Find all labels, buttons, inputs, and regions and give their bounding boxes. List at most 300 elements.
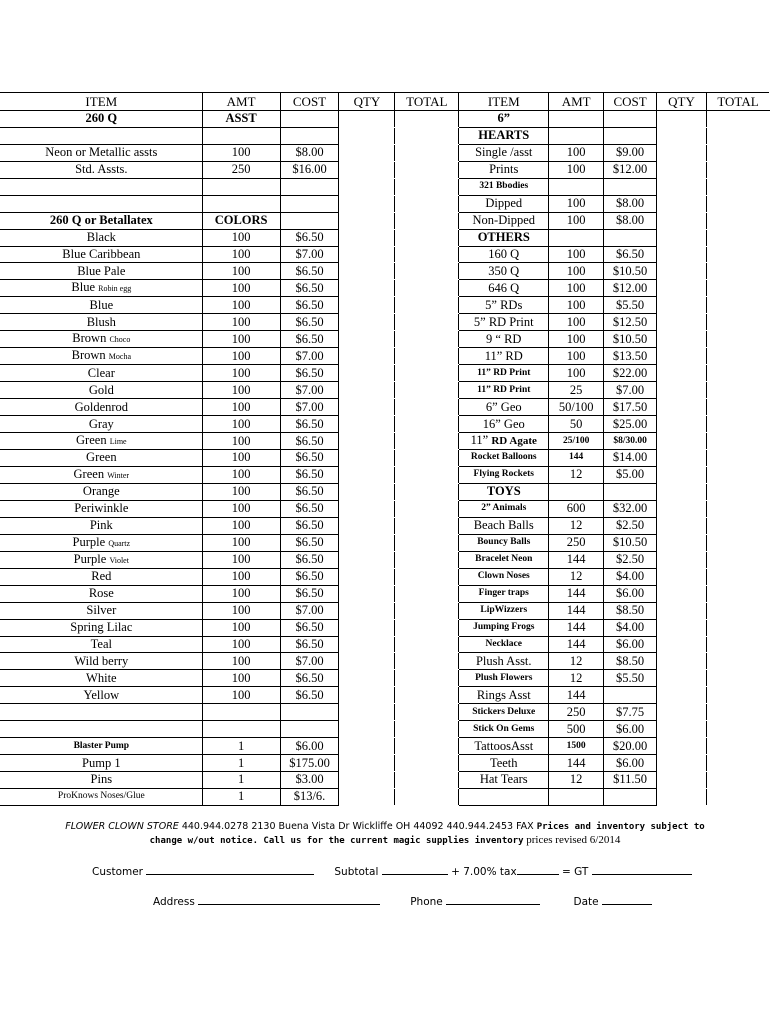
amt-cell: 100 <box>202 263 280 280</box>
amt-cell: 100 <box>202 144 280 161</box>
amt-cell: 100 <box>202 602 280 619</box>
cost-cell: $12.00 <box>604 280 657 297</box>
cost-cell: $6.50 <box>280 568 339 585</box>
cost-cell: $7.00 <box>280 602 339 619</box>
amt-cell: 250 <box>549 534 604 551</box>
amt-cell: ASST <box>202 111 280 128</box>
table-row <box>1 127 770 144</box>
tax-label: + 7.00% tax <box>451 866 517 878</box>
amt-cell: 12 <box>549 670 604 687</box>
qty-cell <box>657 263 707 280</box>
item-cell <box>1 704 203 721</box>
date-field[interactable] <box>602 894 652 905</box>
amt-cell: 100 <box>549 365 604 382</box>
column-header: ITEM <box>459 93 549 111</box>
item-cell: Necklace <box>459 636 549 653</box>
amt-cell: 12 <box>549 517 604 534</box>
amt-cell: 100 <box>202 483 280 500</box>
amt-cell: 100 <box>202 517 280 534</box>
qty-cell <box>657 670 707 687</box>
total-cell <box>395 229 459 246</box>
qty-cell <box>339 670 395 687</box>
item-cell: Spring Lilac <box>1 619 203 636</box>
amt-cell: 500 <box>549 721 604 738</box>
gt-label: = GT <box>562 866 589 878</box>
qty-cell <box>339 534 395 551</box>
column-header: TOTAL <box>395 93 459 111</box>
amt-cell: 100 <box>549 195 604 212</box>
item-cell: 16” Geo <box>459 416 549 433</box>
item-name-bold: RD Agate <box>491 435 537 447</box>
total-cell <box>707 314 770 331</box>
table-row <box>1 111 770 128</box>
total-cell <box>395 111 459 128</box>
table-row <box>1 788 770 805</box>
item-cell: Periwinkle <box>1 500 203 517</box>
qty-cell <box>339 331 395 348</box>
notice-b: change w/out notice. Call us for the current magic supplies inventory <box>149 836 524 846</box>
qty-cell <box>339 161 395 178</box>
qty-cell <box>657 280 707 297</box>
total-cell <box>395 670 459 687</box>
total-cell <box>395 246 459 263</box>
item-cell: 5” RD Print <box>459 314 549 331</box>
qty-cell <box>339 280 395 297</box>
table-row <box>1 636 770 653</box>
cost-cell: $6.50 <box>280 517 339 534</box>
total-cell <box>395 534 459 551</box>
item-variant: Violet <box>109 555 129 565</box>
item-cell <box>1 195 203 212</box>
amt-cell: 100 <box>202 500 280 517</box>
item-cell: 9 “ RD <box>459 331 549 348</box>
qty-cell <box>339 788 395 805</box>
amt-cell: 1 <box>202 772 280 789</box>
qty-cell <box>339 348 395 365</box>
total-cell <box>707 755 770 772</box>
cost-cell: $2.50 <box>604 517 657 534</box>
cost-cell: $5.50 <box>604 670 657 687</box>
table-row <box>1 212 770 229</box>
item-cell: Gold <box>1 382 203 399</box>
total-cell <box>395 687 459 704</box>
item-cell <box>1 551 203 568</box>
total-cell <box>707 636 770 653</box>
item-cell: Std. Assts. <box>1 161 203 178</box>
item-cell: White <box>1 670 203 687</box>
total-cell <box>707 246 770 263</box>
total-cell <box>395 755 459 772</box>
cost-cell <box>604 127 657 144</box>
table-row <box>1 721 770 738</box>
item-cell <box>459 788 549 805</box>
total-cell <box>707 788 770 805</box>
amt-cell: COLORS <box>202 212 280 229</box>
total-cell <box>707 619 770 636</box>
cost-cell: $10.50 <box>604 331 657 348</box>
amt-cell: 100 <box>202 450 280 467</box>
revised-date: prices revised 6/2014 <box>523 834 621 846</box>
cost-cell <box>604 111 657 128</box>
item-cell <box>1 331 203 348</box>
qty-cell <box>657 500 707 517</box>
item-variant: Choco <box>109 335 131 345</box>
cost-cell: $10.50 <box>604 263 657 280</box>
total-cell <box>395 636 459 653</box>
item-name: Brown <box>72 331 107 346</box>
item-cell: 6” <box>459 111 549 128</box>
item-cell: 350 Q <box>459 263 549 280</box>
qty-cell <box>339 178 395 195</box>
amt-cell: 25 <box>549 382 604 399</box>
cost-cell: $6.50 <box>280 483 339 500</box>
total-cell <box>395 263 459 280</box>
item-variant: Winter <box>107 470 130 480</box>
qty-cell <box>657 602 707 619</box>
item-name: Purple <box>72 534 106 549</box>
amt-cell: 100 <box>549 314 604 331</box>
qty-cell <box>339 738 395 755</box>
total-cell <box>707 178 770 195</box>
cost-cell: $6.50 <box>604 246 657 263</box>
amt-cell: 100 <box>202 297 280 314</box>
qty-cell <box>657 534 707 551</box>
cost-cell: $7.00 <box>280 382 339 399</box>
total-cell <box>395 365 459 382</box>
amt-cell <box>202 704 280 721</box>
qty-cell <box>339 500 395 517</box>
cost-cell <box>280 704 339 721</box>
item-cell: Black <box>1 229 203 246</box>
amt-cell: 100 <box>202 314 280 331</box>
cost-cell <box>604 178 657 195</box>
cost-cell: $6.00 <box>280 738 339 755</box>
item-cell: ProKnows Noses/Glue <box>1 788 203 805</box>
cost-cell: $6.50 <box>280 314 339 331</box>
cost-cell: $7.75 <box>604 704 657 721</box>
qty-cell <box>339 517 395 534</box>
item-cell: Stick On Gems <box>459 721 549 738</box>
item-variant: Robin egg <box>98 284 132 294</box>
total-cell <box>707 127 770 144</box>
total-cell <box>395 788 459 805</box>
amt-cell: 1 <box>202 755 280 772</box>
amt-cell: 100 <box>202 416 280 433</box>
qty-cell <box>339 772 395 789</box>
amt-cell: 144 <box>549 636 604 653</box>
item-name: Green <box>73 466 105 481</box>
qty-cell <box>339 450 395 467</box>
item-cell: Green <box>1 450 203 467</box>
customer-label: Customer <box>92 866 144 878</box>
amt-cell: 144 <box>549 551 604 568</box>
qty-cell <box>657 721 707 738</box>
table-row <box>1 297 770 314</box>
total-cell <box>395 416 459 433</box>
amt-cell: 100 <box>549 263 604 280</box>
qty-cell <box>339 636 395 653</box>
item-cell: Plush Asst. <box>459 653 549 670</box>
qty-cell <box>657 433 707 450</box>
amt-cell: 144 <box>549 619 604 636</box>
item-variant: Lime <box>109 437 127 446</box>
qty-cell <box>657 450 707 467</box>
amt-cell <box>549 229 604 246</box>
item-variant: Mocha <box>108 352 131 362</box>
item-cell: Bouncy Balls <box>459 534 549 551</box>
item-name: 11” <box>470 433 492 447</box>
total-cell <box>707 568 770 585</box>
item-cell: Silver <box>1 602 203 619</box>
item-cell: LipWizzers <box>459 602 549 619</box>
qty-cell <box>657 585 707 602</box>
qty-cell <box>339 602 395 619</box>
total-cell <box>395 297 459 314</box>
total-cell <box>707 704 770 721</box>
qty-cell <box>657 246 707 263</box>
qty-cell <box>339 483 395 500</box>
tax-field[interactable] <box>517 864 559 875</box>
table-row <box>1 670 770 687</box>
total-cell <box>395 500 459 517</box>
total-cell <box>395 466 459 483</box>
total-cell <box>395 178 459 195</box>
item-cell: Flying Rockets <box>459 466 549 483</box>
table-row <box>1 483 770 500</box>
column-header: QTY <box>339 93 395 111</box>
table-row <box>1 534 770 551</box>
item-cell: 6” Geo <box>459 399 549 416</box>
qty-cell <box>657 772 707 789</box>
amt-cell: 100 <box>202 229 280 246</box>
subtotal-field[interactable] <box>382 864 448 875</box>
amt-cell: 100 <box>202 551 280 568</box>
item-cell: Blue Pale <box>1 263 203 280</box>
cost-cell: $8.50 <box>604 602 657 619</box>
store-contact: 440.944.0278 2130 Buena Vista Dr Wickliffe OH 44092 440.944.2453 FAX <box>178 821 537 832</box>
item-cell: 11” RD Print <box>459 382 549 399</box>
amt-cell <box>202 178 280 195</box>
cost-cell: $3.00 <box>280 772 339 789</box>
total-cell <box>707 212 770 229</box>
item-cell: Blue Caribbean <box>1 246 203 263</box>
qty-cell <box>339 568 395 585</box>
cost-cell: $6.00 <box>604 755 657 772</box>
qty-cell <box>657 229 707 246</box>
cost-cell: $8.00 <box>604 212 657 229</box>
total-cell <box>707 416 770 433</box>
table-row <box>1 280 770 297</box>
qty-cell <box>657 517 707 534</box>
cost-cell: $12.50 <box>604 314 657 331</box>
qty-cell <box>339 229 395 246</box>
total-cell <box>395 602 459 619</box>
table-row <box>1 433 770 450</box>
table-row <box>1 416 770 433</box>
item-cell: Jumping Frogs <box>459 619 549 636</box>
item-cell <box>459 433 549 450</box>
item-cell: Teal <box>1 636 203 653</box>
item-cell: TOYS <box>459 483 549 500</box>
total-cell <box>395 212 459 229</box>
amt-cell: 100 <box>202 687 280 704</box>
qty-cell <box>657 348 707 365</box>
total-cell <box>395 433 459 450</box>
item-cell: 260 Q or Betallatex <box>1 212 203 229</box>
amt-cell: 600 <box>549 500 604 517</box>
qty-cell <box>339 433 395 450</box>
item-cell: Beach Balls <box>459 517 549 534</box>
total-cell <box>395 517 459 534</box>
cost-cell <box>604 788 657 805</box>
amt-cell: 250 <box>202 161 280 178</box>
amt-cell: 144 <box>549 755 604 772</box>
table-row <box>1 602 770 619</box>
total-cell <box>707 280 770 297</box>
item-cell: 160 Q <box>459 246 549 263</box>
cost-cell: $6.50 <box>280 297 339 314</box>
qty-cell <box>657 653 707 670</box>
total-cell <box>395 399 459 416</box>
table-row <box>1 619 770 636</box>
item-variant: Quartz <box>108 538 131 548</box>
total-cell <box>395 331 459 348</box>
cost-cell: $5.00 <box>604 466 657 483</box>
cost-cell: $6.50 <box>280 229 339 246</box>
column-header: ITEM <box>1 93 203 111</box>
cost-cell: $9.00 <box>604 144 657 161</box>
cost-cell: $6.50 <box>280 433 339 450</box>
table-row <box>1 382 770 399</box>
item-cell: Clear <box>1 365 203 382</box>
item-cell: Stickers Deluxe <box>459 704 549 721</box>
item-name: Purple <box>73 551 107 566</box>
table-row <box>1 144 770 161</box>
item-cell <box>1 433 203 450</box>
item-cell: Red <box>1 568 203 585</box>
order-form-line-1 <box>92 864 692 878</box>
qty-cell <box>657 399 707 416</box>
qty-cell <box>339 721 395 738</box>
cost-cell <box>604 687 657 704</box>
qty-cell <box>657 382 707 399</box>
column-header: AMT <box>202 93 280 111</box>
total-cell <box>395 721 459 738</box>
customer-field[interactable] <box>146 864 314 875</box>
amt-cell: 12 <box>549 772 604 789</box>
cost-cell: $17.50 <box>604 399 657 416</box>
cost-cell: $8.00 <box>604 195 657 212</box>
amt-cell: 1 <box>202 738 280 755</box>
amt-cell: 100 <box>202 348 280 365</box>
amt-cell: 100 <box>202 280 280 297</box>
qty-cell <box>657 144 707 161</box>
cost-cell: $8.00 <box>280 144 339 161</box>
amt-cell: 100 <box>549 297 604 314</box>
amt-cell <box>549 178 604 195</box>
qty-cell <box>657 178 707 195</box>
table-row <box>1 466 770 483</box>
cost-cell: $8/30.00 <box>604 433 657 450</box>
total-cell <box>395 585 459 602</box>
table-row <box>1 161 770 178</box>
cost-cell <box>280 721 339 738</box>
table-row <box>1 653 770 670</box>
item-name: Blue <box>71 280 95 295</box>
item-cell: Blush <box>1 314 203 331</box>
amt-cell <box>549 483 604 500</box>
cost-cell: $6.50 <box>280 331 339 348</box>
total-cell <box>707 348 770 365</box>
total-cell <box>707 585 770 602</box>
cost-cell: $6.50 <box>280 263 339 280</box>
item-cell: Bracelet Neon <box>459 551 549 568</box>
column-header: COST <box>280 93 339 111</box>
table-row <box>1 738 770 755</box>
total-cell <box>395 127 459 144</box>
item-cell: Blaster Pump <box>1 738 203 755</box>
item-cell: Prints <box>459 161 549 178</box>
total-cell <box>707 551 770 568</box>
amt-cell: 100 <box>202 246 280 263</box>
cost-cell: $14.00 <box>604 450 657 467</box>
cost-cell: $10.50 <box>604 534 657 551</box>
subtotal-label: Subtotal <box>334 866 379 878</box>
phone-field[interactable] <box>446 894 540 905</box>
cost-cell <box>280 212 339 229</box>
item-cell: Gray <box>1 416 203 433</box>
table-row <box>1 772 770 789</box>
address-field[interactable] <box>198 894 380 905</box>
item-cell: Dipped <box>459 195 549 212</box>
total-cell <box>395 195 459 212</box>
amt-cell: 100 <box>549 161 604 178</box>
total-cell <box>707 534 770 551</box>
price-list-table <box>0 92 770 806</box>
cost-cell: $6.50 <box>280 551 339 568</box>
amt-cell: 100 <box>202 619 280 636</box>
qty-cell <box>657 161 707 178</box>
item-cell: 5” RDs <box>459 297 549 314</box>
item-cell: Non-Dipped <box>459 212 549 229</box>
qty-cell <box>657 416 707 433</box>
table-row <box>1 178 770 195</box>
qty-cell <box>339 585 395 602</box>
total-cell <box>395 348 459 365</box>
qty-cell <box>339 127 395 144</box>
item-cell: Rocket Balloons <box>459 450 549 467</box>
total-cell <box>707 721 770 738</box>
gt-field[interactable] <box>592 864 692 875</box>
qty-cell <box>339 653 395 670</box>
qty-cell <box>657 212 707 229</box>
qty-cell <box>339 416 395 433</box>
amt-cell <box>202 195 280 212</box>
total-cell <box>707 365 770 382</box>
total-cell <box>707 450 770 467</box>
qty-cell <box>339 263 395 280</box>
table-row <box>1 551 770 568</box>
item-cell: 321 Bbodies <box>459 178 549 195</box>
table-row <box>1 331 770 348</box>
qty-cell <box>339 365 395 382</box>
total-cell <box>707 144 770 161</box>
amt-cell: 100 <box>202 466 280 483</box>
item-cell: 2” Animals <box>459 500 549 517</box>
cost-cell: $7.00 <box>604 382 657 399</box>
qty-cell <box>339 619 395 636</box>
cost-cell: $2.50 <box>604 551 657 568</box>
